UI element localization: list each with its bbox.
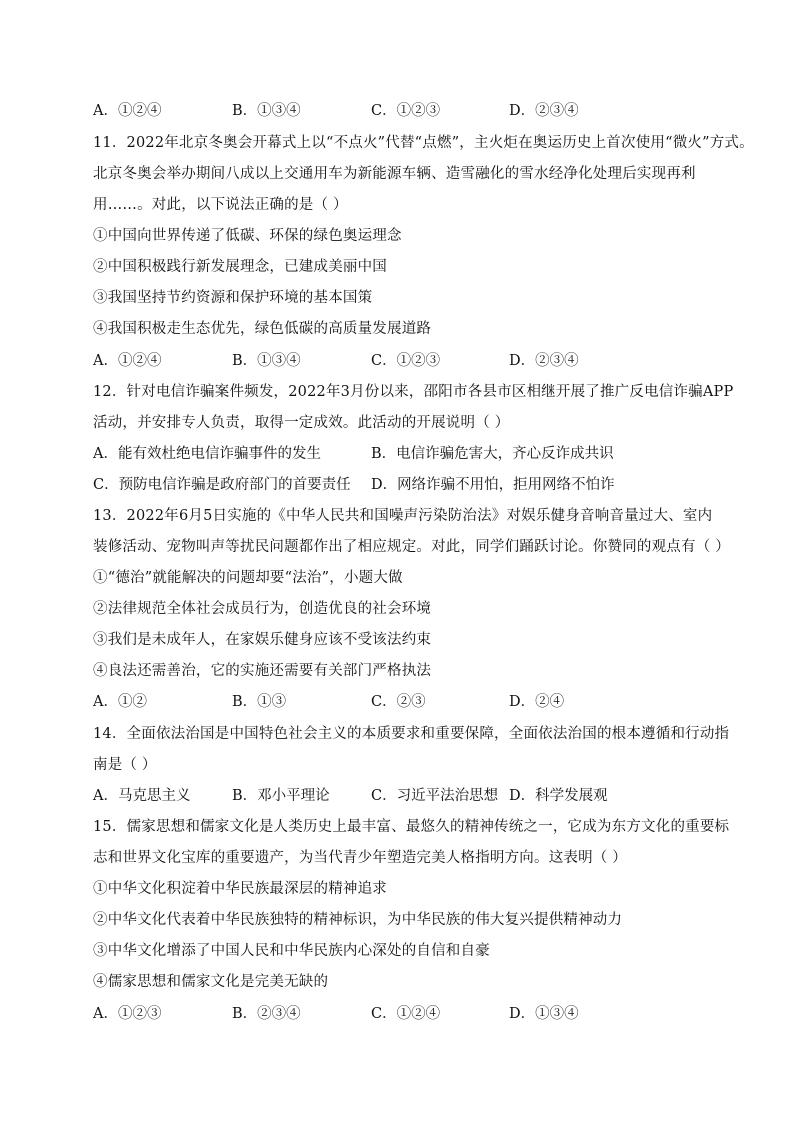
q12-option-c: C．预防电信诈骗是政府部门的首要责任 [93,477,351,493]
q15-stem-line-2: 志和世界文化宝库的重要遗产，为当代青少年塑造完美人格指明方向。这表明（ ） [93,850,628,866]
q14-stem-line-2: 南是（ ） [93,757,157,773]
q13-option-c: C．②③ [371,694,426,710]
q14-option-a: A．马克思主义 [93,788,191,804]
q15-option-b: B．②③④ [232,1006,301,1022]
q14-option-c: C．习近平法治思想 [371,788,499,804]
q11-option-a: A．①②④ [93,353,162,369]
q13-stem-line-2: 装修活动、宠物叫声等扰民问题都作出了相应规定。对此，同学们踊跃讨论。你赞同的观点有（ ） [93,539,730,555]
q11-option-c: C．①②③ [371,353,441,369]
q13-option-b: B．①③ [232,694,287,710]
q14-stem-line-1: 14．全面依法治国是中国特色社会主义的本质要求和重要保障，全面依法治国的根本遵循和行动指 [93,726,730,742]
q12-stem-line-2: 活动，并安排专人负责，取得一定成效。此活动的开展说明（ ） [93,415,510,431]
q11-option-b: B．①③④ [232,353,301,369]
q13-option-a: A．①② [93,694,147,710]
q11-stem-line-3: 用……。对此，以下说法正确的是（ ） [93,197,348,213]
q11-item-4: ④我国积极走生态优先，绿色低碳的高质量发展道路 [93,321,432,337]
q10-option-c: C．①②③ [371,103,441,119]
q13-item-3: ③我们是未成年人，在家娱乐健身应该不受该法约束 [93,632,432,648]
q10-option-a: A．①②④ [93,103,162,119]
q12-option-d: D．网络诈骗不用怕，拒用网络不怕诈 [371,477,615,493]
q12-stem-line-1: 12．针对电信诈骗案件频发，2022年3月份以来，邵阳市各县市区相继开展了推广反电信诈骗APP [93,384,734,400]
q14-option-d: D．科学发展观 [509,788,608,804]
q15-item-3: ③中华文化增添了中国人民和中华民族内心深处的自信和自豪 [93,943,490,959]
q13-item-1: ①“德治”就能解决的问题却要“法治”，小题大做 [93,570,403,586]
q15-option-c: C．①②④ [371,1006,441,1022]
q13-item-2: ②法律规范全体社会成员行为，创造优良的社会环境 [93,601,432,617]
q11-stem-line-1: 11．2022年北京冬奥会开幕式上以“不点火”代替“点燃”，主火炬在奥运历史上首次使用“微火”方式。 [93,135,754,151]
q13-stem-line-1: 13．2022年6月5日实施的《中华人民共和国噪声污染防治法》对娱乐健身音响音量过大、室内 [93,508,713,524]
q10-option-b: B．①③④ [232,103,301,119]
q15-stem-line-1: 15．儒家思想和儒家文化是人类历史上最丰富、最悠久的精神传统之一，它成为东方文化的重要标 [93,819,730,835]
q15-option-d: D．①③④ [509,1006,579,1022]
q12-option-b: B．电信诈骗危害大，齐心反诈成共识 [371,446,614,462]
q11-item-2: ②中国积极践行新发展理念，已建成美丽中国 [93,259,387,275]
q15-item-4: ④儒家思想和儒家文化是完美无缺的 [93,974,329,990]
q11-stem-line-2: 北京冬奥会举办期间八成以上交通用车为新能源车辆、造雪融化的雪水经净化处理后实现再利 [93,166,696,182]
q15-item-1: ①中华文化积淀着中华民族最深层的精神追求 [93,881,387,897]
q15-option-a: A．①②③ [93,1006,162,1022]
q13-item-4: ④良法还需善治，它的实施还需要有关部门严格执法 [93,663,432,679]
q11-item-1: ①中国向世界传递了低碳、环保的绿色奥运理念 [93,228,402,244]
q13-option-d: D．②④ [509,694,565,710]
q15-item-2: ②中华文化代表着中华民族独特的精神标识，为中华民族的伟大复兴提供精神动力 [93,912,623,928]
q11-item-3: ③我国坚持节约资源和保护环境的基本国策 [93,290,373,306]
q11-option-d: D．②③④ [509,353,579,369]
q14-option-b: B．邓小平理论 [232,788,330,804]
q12-option-a: A．能有效杜绝电信诈骗事件的发生 [93,446,321,462]
q10-option-d: D．②③④ [509,103,579,119]
